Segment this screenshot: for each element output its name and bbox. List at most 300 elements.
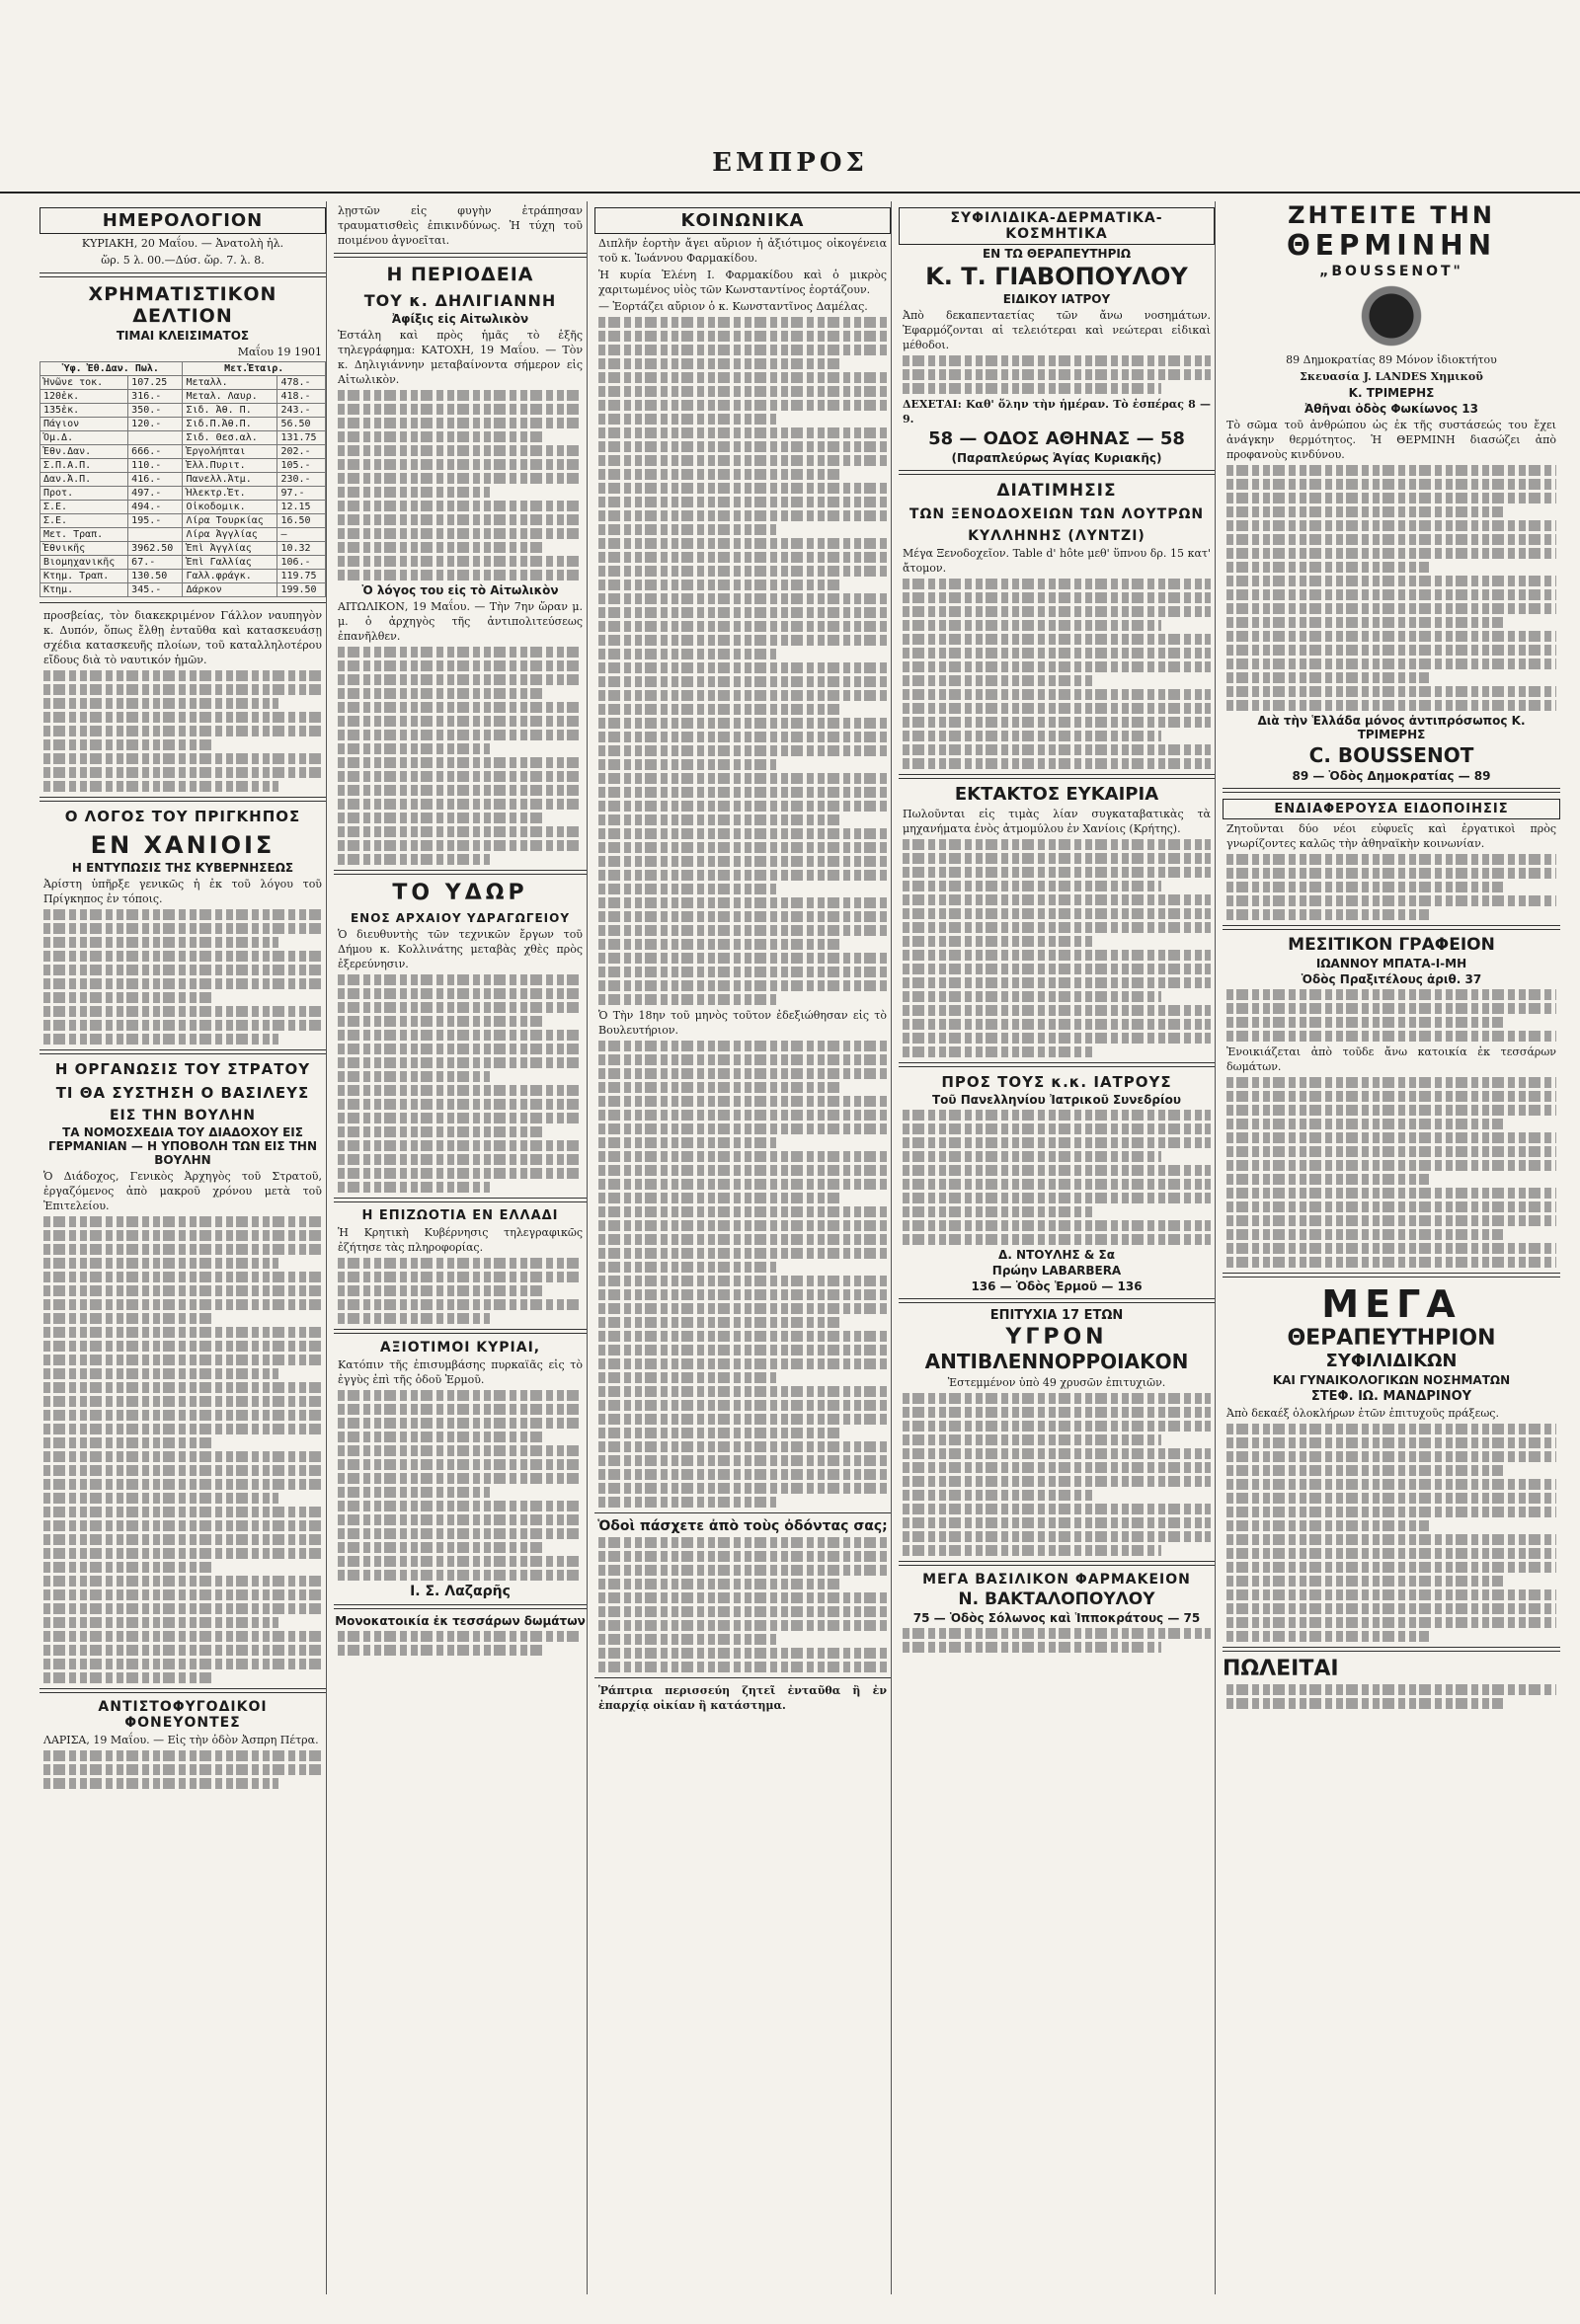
article-text: λῃστῶν εἰς φυγὴν ἐτράπησαν τραυματισθεὶς ἐπικινδύνως. Ἡ τύχη τοῦ ποιμένου ἀγνοεῖται. [338, 204, 583, 247]
text-line [43, 753, 322, 764]
rates-cell: Ὁμ.Δ. [40, 431, 128, 445]
text-line [43, 992, 215, 1003]
text-line [598, 1123, 887, 1134]
text-line [903, 1123, 1211, 1134]
text-line [338, 813, 545, 823]
text-line [598, 828, 887, 839]
text-line [598, 510, 887, 521]
rates-cell: Οἰκοδομικ. [183, 501, 277, 514]
divider [40, 1049, 326, 1054]
text-line [598, 787, 887, 798]
headline-teeth: Ὁδοὶ πάσχετε ἀπὸ τοὺς ὀδόντας σας; [597, 1518, 888, 1534]
text-line [598, 331, 887, 342]
text-line [338, 501, 583, 511]
notice-text: Ζητοῦνται δύο νέοι εὐφυεῖς καὶ ἐργατικοὶ πρὸς γνωρίζοντες καλῶς τὴν ἀθηναϊκὴν κοινωνίαν. [1226, 822, 1556, 850]
rates-cell: Κτημ. Τραπ. [40, 570, 128, 583]
classified-text: Ῥάπτρια περισσεύη ζητεῖ ἐνταῦθα ἢ ἐν ἐπαρχίᾳ οἰκίαν ἢ κατάστημα. [598, 1684, 887, 1712]
ad-text: Πωλοῦνται εἰς τιμὰς λίαν συγκαταβατικὰς τὰ μηχανήματα ἐνὸς ἀτμομύλου ἐν Χανίοις (Κρήτης). [903, 808, 1211, 835]
text-line [338, 1085, 583, 1096]
text-line [43, 1534, 322, 1545]
text-line [903, 1165, 1211, 1176]
text-line [598, 897, 887, 908]
rates-cell: 202.- [277, 445, 326, 459]
ad-doctor-name: ΣΤΕΦ. ΙΩ. ΜΑΝΔΡΙΝΟΥ [1310, 1389, 1472, 1404]
text-line [43, 1341, 322, 1352]
text-line [903, 964, 1211, 974]
text-line [338, 688, 545, 699]
headline-parliament: ΕΙΣ ΤΗΝ ΒΟΥΛΗΝ [109, 1108, 257, 1123]
text-line [598, 607, 887, 618]
rates-cell: 119.75 [277, 570, 326, 583]
divider [1223, 788, 1560, 793]
rates-cell: 110.- [128, 459, 183, 473]
text-line [338, 1044, 583, 1054]
text-line [903, 1407, 1211, 1418]
text-line [43, 1244, 322, 1255]
ad-street: Ἀθῆναι ὁδὸς Φωκίωνος 13 [1304, 402, 1479, 416]
text-line [43, 1617, 278, 1628]
text-line [1226, 909, 1429, 920]
text-line [43, 739, 215, 750]
text-line [43, 1368, 278, 1379]
text-line [338, 840, 583, 851]
text-line [903, 1179, 1211, 1190]
rates-cell: Λίρα Ἀγγλίας [183, 528, 277, 542]
text-line [903, 1531, 1211, 1542]
text-line [338, 1126, 545, 1137]
text-line [1226, 1017, 1503, 1028]
ad-maker: Σκευασία J. LANDES Χημικοῦ [1300, 370, 1483, 383]
rates-cell: Σιδ. Θεσ.αλ. [183, 431, 277, 445]
text-line [903, 1234, 1211, 1245]
text-line [43, 726, 322, 736]
text-line [1226, 882, 1503, 892]
text-line [598, 317, 887, 328]
text-line [43, 781, 278, 792]
calendar-line: ΚΥΡΙΑΚΗ, 20 Μαΐου. — Ἀνατολὴ ἡλ. [81, 237, 284, 250]
rates-cell: Σ.Π.Α.Π. [40, 459, 128, 473]
column-5 [1223, 201, 1560, 2294]
rates-row [40, 528, 326, 542]
text-line [338, 1154, 583, 1165]
text-line [903, 689, 1211, 700]
ad-office-owner: ΙΩΑΝΝΟΥ ΜΠΑΤΑ-Ι-ΜΗ [1315, 957, 1467, 970]
text-line [1226, 1493, 1556, 1504]
rates-row [40, 473, 326, 487]
text-line [598, 925, 887, 936]
rates-row [40, 390, 326, 404]
text-line [43, 1659, 322, 1669]
ad-address-note: (Παραπλεύρως Ἁγίας Κυριακῆς) [951, 451, 1162, 465]
headline-bills: ΤΑ ΝΟΜΟΣΧΕΔΙΑ ΤΟΥ ΔΙΑΔΟΧΟΥ ΕΙΣ ΓΕΡΜΑΝΙΑΝ — Η ΥΠΟΒΟΛΗ ΤΩΝ ΕΙΣ ΤΗΝ ΒΟΥΛΗΝ [48, 1125, 317, 1167]
column-4 [899, 201, 1216, 2294]
text-line [598, 842, 887, 853]
ad-office-heading: ΜΕΣΙΤΙΚΟΝ ΓΡΑΦΕΙΟΝ [1288, 935, 1495, 955]
text-line [598, 649, 776, 659]
text-line [43, 1034, 278, 1045]
text-line [598, 1469, 887, 1480]
text-line [903, 1462, 1211, 1473]
text-line [338, 1570, 583, 1581]
text-line [43, 965, 322, 975]
text-line [598, 1579, 841, 1589]
text-line [338, 799, 583, 810]
divider [899, 1298, 1215, 1303]
text-line [43, 937, 278, 948]
text-line [1226, 989, 1556, 1000]
rates-cell: Δαν.Ἀ.Π. [40, 473, 128, 487]
text-line [43, 1006, 322, 1017]
headline-water: ΤΟ ΥΔΩΡ [392, 881, 528, 905]
article-text: ΑΙΤΩΛΙΚΟΝ, 19 Μαΐου. — Τὴν 7ην ὥραν μ. μ. ὁ ἀρχηγὸς τῆς ἀντιπολιτεύσεως ἐπανῆλθεν. [338, 600, 583, 643]
text-line [338, 702, 583, 713]
text-line [338, 459, 583, 470]
text-line [598, 441, 887, 452]
sun-logo-icon [1357, 281, 1426, 350]
text-line [1226, 1603, 1556, 1614]
text-line [598, 497, 887, 507]
text-line [338, 542, 545, 553]
ad-text: Μέγα Ξενοδοχεῖον. Table d' hôte μεθ' ὕπνου δρ. 15 κατ' ἄτομον. [903, 547, 1211, 575]
text-line [338, 1528, 583, 1539]
text-line [1226, 465, 1556, 476]
headline-chania: ΕΝ ΧΑΝΙΟΙΣ [90, 831, 276, 859]
ad-text: Ἐνοικιάζεται ἀπὸ τοῦδε ἄνω κατοικία ἐκ τεσσάρων δωμάτων. [1226, 1046, 1556, 1073]
text-line [1226, 1631, 1429, 1642]
rates-cell: Πάγιον [40, 418, 128, 431]
text-line [598, 635, 887, 646]
text-line [598, 1483, 887, 1494]
rates-cell: Ἠλεκτρ.Ἑτ. [183, 487, 277, 501]
headline-prince: Ο ΛΟΓΟΣ ΤΟΥ ΠΡΙΓΚΗΠΟΣ [64, 808, 301, 825]
text-line [43, 1465, 322, 1476]
text-line [1226, 1105, 1556, 1116]
text-line [338, 785, 583, 796]
text-line [338, 716, 583, 727]
ad-doctors-subheading: Τοῦ Πανελληνίου Ἰατρικοῦ Συνεδρίου [932, 1093, 1181, 1107]
ad-address: 58 — ΟΔΟΣ ΑΘΗΝΑΣ — 58 [928, 428, 1185, 449]
text-line [598, 566, 887, 577]
divider [40, 602, 326, 603]
ad-kyllini: ΚΥΛΛΗΝΗΣ (ΛΥΝΤΖΙ) [968, 528, 1146, 544]
ad-hours: ΔΕΧΕΤΑΙ: Καθ' ὅλην τὴν ἡμέραν. Τὸ ἑσπέρας 8 — 9. [903, 398, 1211, 426]
text-line [903, 1448, 1211, 1459]
text-line [43, 1285, 322, 1296]
text-line [1226, 1562, 1556, 1573]
article-text: Ὁ Τὴν 18ην τοῦ μηνὸς τοῦτον ἐδεξιώθησαν εἰς τὸ Βουλευτήριον. [598, 1009, 887, 1037]
text-line [903, 1206, 1092, 1217]
text-line [43, 684, 322, 695]
text-line [598, 593, 887, 604]
text-line [598, 1068, 887, 1079]
rates-table [40, 361, 326, 597]
text-line [338, 1313, 490, 1324]
rates-cell: 230.- [277, 473, 326, 487]
text-line [903, 1517, 1211, 1528]
text-line [338, 1285, 545, 1296]
rates-cell: 131.75 [277, 431, 326, 445]
text-line [1226, 868, 1556, 879]
text-line [338, 1501, 583, 1511]
text-line [1226, 854, 1556, 865]
rates-row [40, 404, 326, 418]
text-line [338, 988, 583, 999]
divider [40, 1688, 326, 1693]
ad-syphilis-heading: ΣΥΦΙΛΙΔΙΚΑ-ΔΕΡΜΑΤΙΚΑ-ΚΟΣΜΗΤΙΚΑ [899, 207, 1215, 245]
text-line [338, 1473, 583, 1484]
rates-cell: 497.- [128, 487, 183, 501]
divider [594, 1512, 891, 1513]
ad-liquid: ΥΓΡΟΝ [1005, 1325, 1108, 1350]
text-line [338, 1514, 583, 1525]
column-2 [334, 201, 588, 2294]
divider [334, 253, 587, 258]
text-line [903, 579, 1211, 589]
calendar-title: ΗΜΕΡΟΛΟΓΙΟΝ [40, 207, 326, 234]
text-line [1226, 631, 1556, 642]
text-line [903, 1220, 1211, 1231]
text-line [1226, 1201, 1556, 1212]
rates-cell: 199.50 [277, 583, 326, 597]
rates-cell: Σιδ.Π.Ἀθ.Π. [183, 418, 277, 431]
text-line [598, 1331, 887, 1342]
text-line [598, 400, 887, 411]
article-text: Ὁ διευθυντὴς τῶν τεχνικῶν ἔργων τοῦ Δήμου κ. Κολλινάτης μεταβὰς χθὲς πρὸς ἐξερεύνησιν. [338, 928, 583, 970]
headline-aitoliko: Ἀφίξις εἰς Αἰτωλικὸν [391, 312, 529, 326]
text-line [338, 528, 583, 539]
article-text: Ἐστάλη καὶ πρὸς ἡμᾶς τὸ ἑξῆς τηλεγράφημα: ΚΑΤΟΧΗ, 19 Μαΐου. — Τὸν κ. Δηλιγιάννην μεταβαίνοντα σήμερον εἰς Αἰτωλικὸν. [338, 329, 583, 386]
rates-row [40, 459, 326, 473]
ad-pharmacy-owner: Ν. ΒΑΚΤΑΛΟΠΟΥΛΟΥ [958, 1589, 1155, 1609]
rates-cell: 56.50 [277, 418, 326, 431]
ad-brand: „BOUSSENOT" [1319, 264, 1463, 279]
text-line [903, 1476, 1211, 1487]
text-line [338, 826, 583, 837]
text-line [903, 1033, 1211, 1044]
text-line [598, 1303, 887, 1314]
text-line [43, 1313, 215, 1324]
text-line [1226, 1479, 1556, 1490]
rates-cell [128, 528, 183, 542]
text-line [598, 1386, 887, 1397]
text-line [903, 1137, 1211, 1148]
text-line [598, 1179, 887, 1190]
text-line [338, 1645, 545, 1656]
text-line [598, 856, 887, 867]
rates-cell: Πανελλ.Ἀτμ. [183, 473, 277, 487]
text-line [43, 1216, 322, 1227]
rates-cell: 494.- [128, 501, 183, 514]
text-line [1226, 562, 1429, 573]
text-line [903, 675, 1092, 686]
rates-cell: 67.- [128, 556, 183, 570]
text-line [1226, 1003, 1556, 1014]
text-line [598, 372, 887, 383]
text-line [598, 773, 887, 784]
text-line [43, 1299, 322, 1310]
text-line [598, 1620, 887, 1631]
ad-doctor-name: Κ. Τ. ΓΙΑΒΟΠΟΥΛΟΥ [925, 263, 1188, 290]
text-line [1226, 589, 1556, 600]
rates-row [40, 431, 326, 445]
rates-cell: 130.50 [128, 570, 183, 583]
text-line [598, 1455, 887, 1466]
finance-date: Μαΐου 19 1901 [237, 346, 322, 358]
text-line [598, 1041, 887, 1051]
text-line [903, 1110, 1211, 1121]
text-line [598, 662, 887, 673]
ad-therapeutirion: ΘΕΡΑΠΕΥΤΗΡΙΟΝ [1287, 1326, 1496, 1351]
text-line [43, 1645, 322, 1656]
text-line [598, 870, 887, 881]
text-line [338, 1057, 583, 1068]
rates-cell: Μεταλ. Λαυρ. [183, 390, 277, 404]
rates-cell: 478.- [277, 376, 326, 390]
ad-text: 89 Δημοκρατίας 89 Μόνον ἰδιοκτήτου [1286, 353, 1497, 366]
article-text: Κατόπιν τῆς ἐπισυμβάσης πυρκαϊᾶς εἰς τὸ ἐγγὺς ἐπὶ τῆς ὁδοῦ Ἑρμοῦ. [338, 1358, 583, 1386]
divider [334, 1329, 587, 1334]
text-line [338, 1432, 545, 1442]
text-line [1226, 672, 1429, 683]
headline-government: Η ΕΝΤΥΠΩΣΙΣ ΤΗΣ ΚΥΒΕΡΝΗΣΕΩΣ [71, 861, 294, 875]
text-line [903, 592, 1211, 603]
text-line [338, 674, 583, 685]
text-line [598, 1289, 887, 1300]
text-line [43, 1562, 215, 1573]
text-line [903, 1393, 1211, 1404]
text-line [338, 757, 583, 768]
text-line [1226, 534, 1556, 545]
rates-cell: 106.- [277, 556, 326, 570]
ad-agent: Διὰ τὴν Ἑλλάδα μόνος ἀντιπρόσωπος Κ. ΤΡΙΜΕΡΗΣ [1257, 714, 1526, 741]
ad-doctors-heading: ΠΡΟΣ ΤΟΥΣ κ.κ. ΙΑΤΡΟΥΣ [941, 1073, 1172, 1091]
rates-row [40, 445, 326, 459]
text-line [903, 634, 1211, 645]
text-line [43, 978, 322, 989]
text-line [338, 1487, 490, 1498]
divider [1223, 1273, 1560, 1278]
text-line [1226, 1215, 1556, 1226]
signature: Ι. Σ. Λαζαρῆς [410, 1584, 511, 1599]
text-line [1226, 1684, 1556, 1695]
text-line [338, 1418, 583, 1429]
rates-cell: 16.50 [277, 514, 326, 528]
ad-extra-heading: ΕΚΤΑΚΤΟΣ ΕΥΚΑΙΡΙΑ [954, 784, 1159, 805]
ad-clinic: ΕΝ ΤΩ ΘΕΡΑΠΕΥΤΗΡΙΩ [982, 247, 1132, 261]
text-line [903, 383, 1161, 394]
rates-cell: 105.- [277, 459, 326, 473]
text-line [338, 1272, 583, 1282]
text-line [598, 801, 887, 812]
rates-row [40, 376, 326, 390]
text-line [43, 1672, 215, 1683]
text-line [598, 1428, 841, 1438]
rates-cell: Σ.Ε. [40, 514, 128, 528]
text-line [1226, 1437, 1556, 1448]
text-line [1226, 686, 1556, 697]
ad-specialist: ΕΙΔΙΚΟΥ ΙΑΤΡΟΥ [1002, 292, 1111, 306]
text-line [338, 418, 583, 428]
divider [1223, 925, 1560, 930]
text-line [1226, 1534, 1556, 1545]
text-line [903, 1151, 1161, 1162]
ad-pharmacy-address: 75 — Ὁδὸς Σόλωνος καὶ Ἱπποκράτους — 75 [912, 1611, 1201, 1625]
text-line [598, 1220, 887, 1231]
ad-mega: ΜΕΓΑ [1321, 1282, 1462, 1326]
text-line [338, 743, 490, 754]
text-line [903, 1046, 1092, 1057]
text-line [598, 414, 776, 425]
text-line [43, 1410, 322, 1421]
text-line [903, 1019, 1211, 1030]
text-line [1226, 1257, 1556, 1268]
divider [899, 470, 1215, 475]
text-line [43, 1631, 322, 1642]
text-line [598, 469, 841, 480]
ad-signature: Πρώην LABARBERA [991, 1264, 1122, 1278]
text-line [338, 1099, 583, 1110]
text-line [598, 427, 887, 438]
text-line [1226, 1698, 1503, 1709]
ad-thermine-ask: ΖΗΤΕΙΤΕ ΤΗΝ [1288, 201, 1495, 229]
ad-pharmacy: ΜΕΓΑ ΒΑΣΙΛΙΚΟΝ ΦΑΡΜΑΚΕΙΟΝ [922, 1572, 1191, 1588]
text-line [338, 1030, 583, 1041]
text-line [598, 1497, 776, 1508]
rates-cell: Γαλλ.φράγκ. [183, 570, 277, 583]
article-text: Ἡ κυρία Ἑλένη Ι. Φαρμακίδου καὶ ὁ μικρὸς χαριτωμένος υἱὸς τῶν Κωνσταντίνος ἑορτάζουν. [598, 269, 887, 296]
divider [899, 1062, 1215, 1067]
ad-text: Ἐστεμμένον ὑπὸ 49 χρυσῶν ἐπιτυχιῶν. [947, 1376, 1166, 1389]
rates-cell [128, 431, 183, 445]
rates-cell: Ἠνῶνε τοκ. [40, 376, 128, 390]
headline-ladies: ΑΞΙΟΤΙΜΟΙ ΚΥΡΙΑΙ, [379, 1340, 541, 1356]
text-line [1226, 1451, 1556, 1462]
text-line [338, 647, 583, 658]
rates-cell: 316.- [128, 390, 183, 404]
text-line [1226, 479, 1556, 490]
rates-cell: 666.- [128, 445, 183, 459]
ad-agent: Κ. ΤΡΙΜΕΡΗΣ [1348, 386, 1435, 400]
text-line [43, 1479, 322, 1490]
text-line [43, 923, 322, 934]
rates-row [40, 514, 326, 528]
text-line [43, 1424, 322, 1434]
text-line [598, 1551, 887, 1562]
text-line [903, 661, 1211, 672]
text-line [1226, 1548, 1556, 1559]
text-line [43, 1355, 322, 1365]
text-line [338, 1459, 583, 1470]
rates-cell: Ἑλλ.Πυριτ. [183, 459, 277, 473]
rates-cell: 10.32 [277, 542, 326, 556]
text-line [43, 1548, 322, 1559]
text-line [598, 1400, 887, 1411]
rates-cell: 350.- [128, 404, 183, 418]
text-line [1226, 1520, 1429, 1531]
column-1 [40, 201, 327, 2294]
rates-cell: Σ.Ε. [40, 501, 128, 514]
text-line [338, 1140, 583, 1151]
text-line [43, 1750, 322, 1761]
text-line [903, 1421, 1211, 1432]
text-line [903, 620, 1161, 631]
rates-cell: Δάρκον [183, 583, 277, 597]
text-line [903, 758, 1211, 769]
text-line [338, 431, 545, 442]
ad-prices-subheading: ΤΩΝ ΞΕΝΟΔΟΧΕΙΩΝ ΤΩΝ ΛΟΥΤΡΩΝ [908, 506, 1205, 522]
text-line [598, 939, 841, 950]
text-line [338, 1299, 583, 1310]
